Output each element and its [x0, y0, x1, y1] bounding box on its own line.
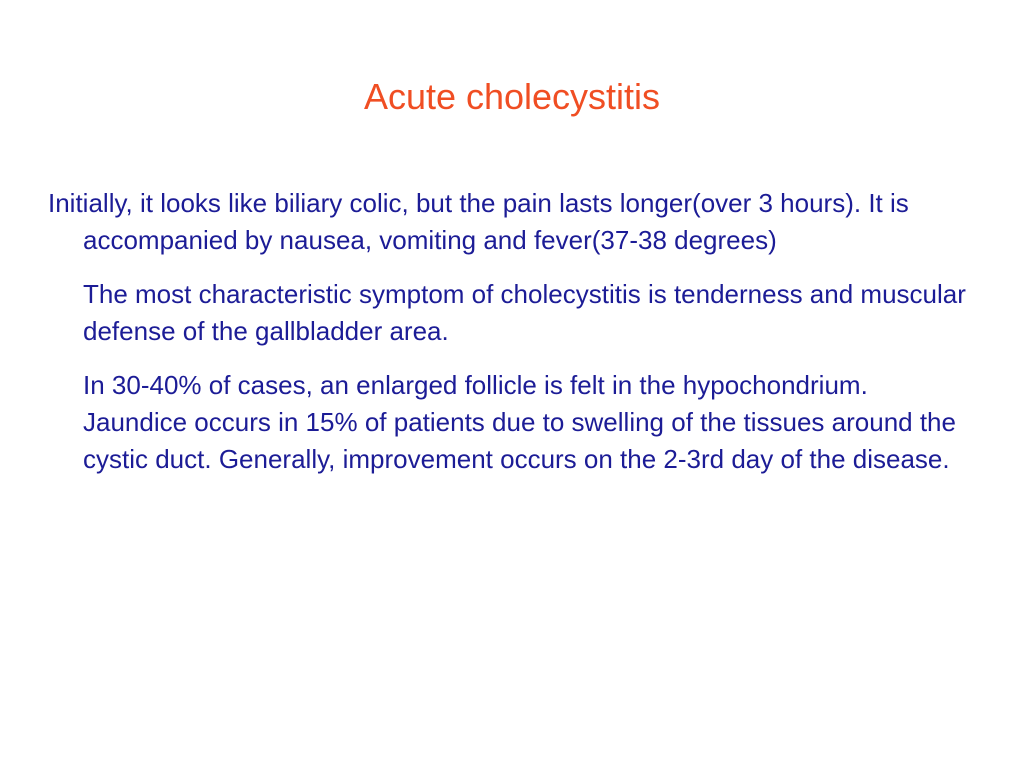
slide-body	[48, 185, 968, 478]
paragraph-symptoms-onset: Initially, it looks like biliary colic, but the pain lasts longer(over 3 hours). It is accompanied by nausea, vomiting and fever(37-38 degrees)	[48, 188, 909, 255]
slide-title: Acute cholecystitis	[363, 76, 661, 117]
paragraph-characteristic-symptom: The most characteristic symptom of cholecystitis is tenderness and muscular defense of the gallbladder area.	[83, 279, 966, 346]
paragraph-clinical-findings: In 30-40% of cases, an enlarged follicle is felt in the hypochondrium. Jaundice occurs in 15% of patients due to swelling of the tissues around the cystic duct. Generally, improvement occurs on the 2-3rd day of the disease.	[83, 370, 956, 474]
